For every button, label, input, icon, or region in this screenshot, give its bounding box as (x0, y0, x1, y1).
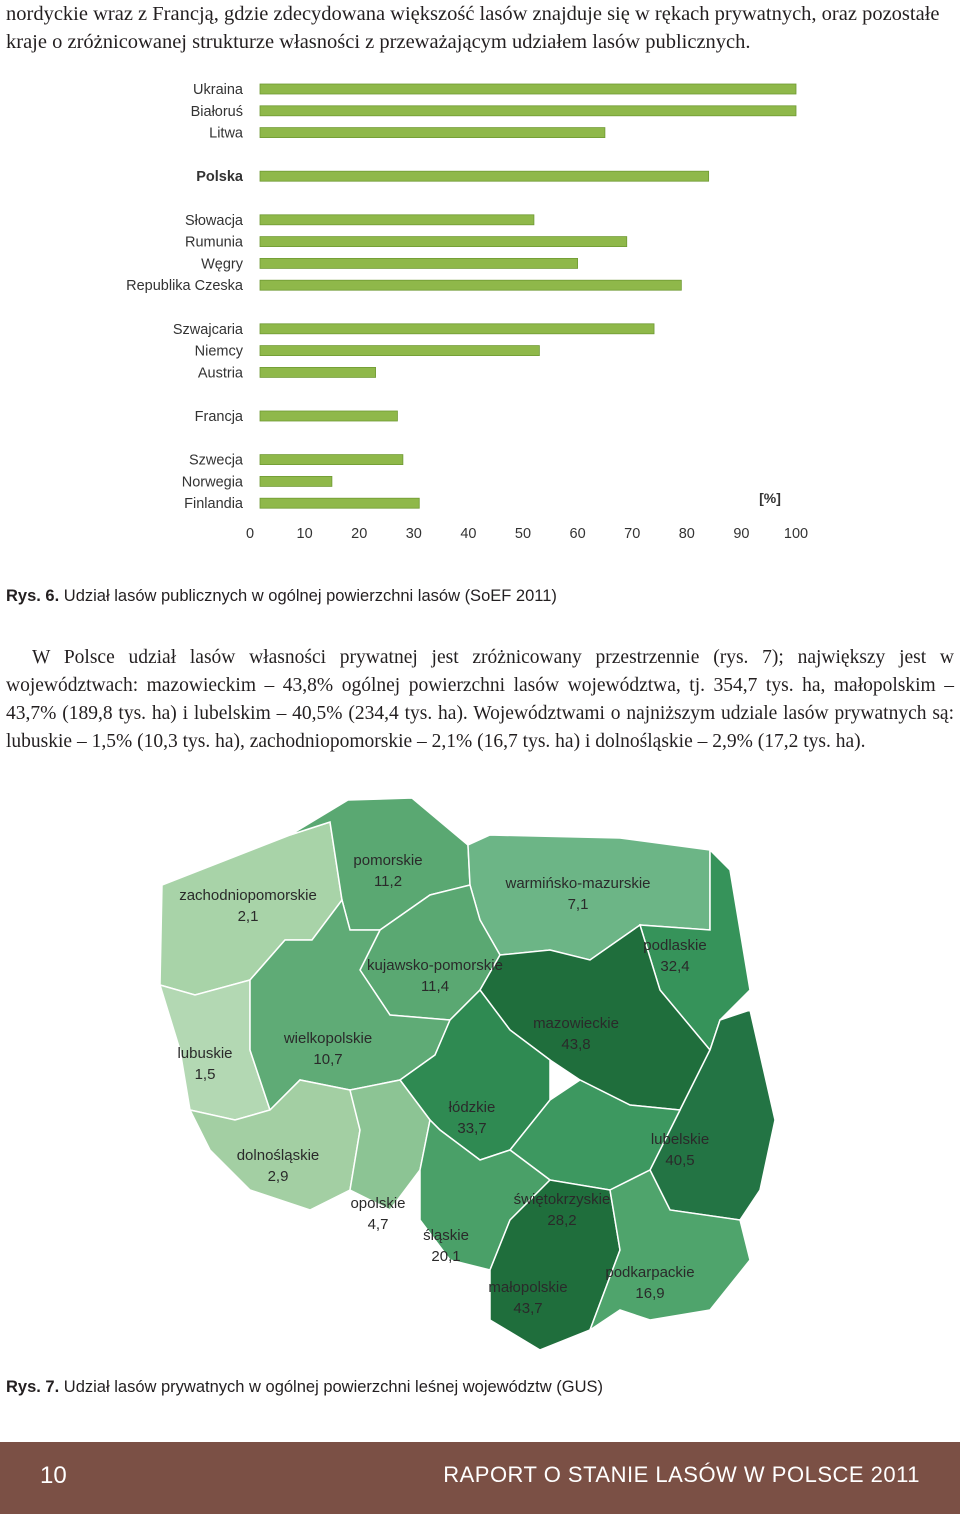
region-name-swietokrzyskie: świętokrzyskie (513, 1191, 611, 1208)
bar-republika-czeska (260, 280, 681, 290)
category-label-finlandia: Finlandia (184, 496, 243, 513)
region-name-podkarpackie: podkarpackie (605, 1264, 695, 1281)
figure-7-text: Udział lasów prywatnych w ogólnej powierzchni leśnej województw (GUS) (59, 1378, 604, 1396)
bar-niemcy (260, 346, 539, 356)
region-value-swietokrzyskie: 28,2 (547, 1212, 577, 1229)
x-tick-label: 10 (296, 526, 313, 542)
x-tick-label: 30 (405, 526, 422, 542)
figure-7-label: Rys. 7. (6, 1378, 60, 1396)
bar-polska (260, 171, 709, 181)
region-value-podlaskie: 32,4 (660, 958, 690, 975)
region-name-pomorskie: pomorskie (353, 852, 423, 869)
figure-7-caption (6, 1378, 603, 1397)
figure-6-label: Rys. 6. (6, 587, 60, 605)
region-name-slaskie: śląskie (423, 1227, 469, 1244)
region-name-malopolskie: małopolskie (488, 1279, 568, 1296)
figure-6-text: Udział lasów publicznych w ogólnej powierzchni lasów (SoEF 2011) (59, 587, 557, 605)
x-tick-label: 90 (733, 526, 750, 542)
intro-text: nordyckie wraz z Francją, gdzie zdecydowana większość lasów znajduje się w rękach prywatnych, oraz pozostałe kraje o zróżnicowanej strukturze własności z przeważającym udziałem lasów publicznych. (6, 3, 940, 53)
category-label-slowacja: Słowacja (184, 212, 243, 229)
x-tick-label: 80 (678, 526, 695, 542)
bar-slowacja (260, 215, 534, 225)
category-label-szwecja: Szwecja (189, 452, 243, 469)
x-tick-label: 100 (783, 526, 809, 542)
category-label-norwegia: Norwegia (181, 474, 243, 491)
bar-szwecja (260, 455, 403, 465)
category-label-rumunia: Rumunia (184, 234, 243, 251)
x-tick-label: 70 (624, 526, 641, 542)
region-name-warminsko-mazurskie: warmińsko-mazurskie (505, 875, 651, 892)
bar-francja (260, 411, 397, 421)
bar-bialorus (260, 106, 796, 116)
x-tick-label: 60 (569, 526, 586, 542)
region-value-wielkopolskie: 10,7 (313, 1051, 343, 1068)
bar-litwa (260, 128, 605, 138)
bar-finlandia (260, 498, 419, 508)
region-name-lubuskie: lubuskie (177, 1045, 233, 1062)
region-value-opolskie: 4,7 (367, 1216, 389, 1233)
category-label-francja: Francja (194, 409, 243, 425)
intro-paragraph (6, 0, 954, 56)
region-value-zachodniopomorskie: 2,1 (237, 908, 259, 925)
page-footer (0, 1442, 960, 1514)
region-value-warminsko-mazurskie: 7,1 (567, 896, 589, 913)
region-value-dolnoslaskie: 2,9 (267, 1168, 289, 1185)
x-tick-label: 40 (460, 526, 477, 542)
region-value-lodzkie: 33,7 (457, 1120, 487, 1137)
region-value-lubelskie: 40,5 (665, 1152, 695, 1169)
region-name-lodzkie: łódzkie (448, 1099, 496, 1116)
region-name-opolskie: opolskie (350, 1195, 406, 1212)
category-label-szwajcaria: Szwajcaria (172, 321, 243, 338)
category-label-republika-czeska: Republika Czeska (126, 278, 243, 295)
report-title: RAPORT O STANIE LASÓW W POLSCE 2011 (443, 1462, 920, 1487)
body-text: W Polsce udział lasów własności prywatnej jest zróżnicowany przestrzennie (rys. 7); największy jest w województwach: mazowieckim – 43,8% ogólnej powierzchni lasów województwa, tj. 354,7 tys. ha, małopolskim – 43,7% (189,8 tys. ha) i lubelskim – 40,5% (234,4 tys. ha). Województwami o najniższym udziale lasów prywatnych są: lubuskie – 1,5% (10,3 tys. ha), zachodniopomorskie – 2,1% (16,7 tys. ha) i dolnośląskie – 2,9% (17,2 tys. ha). (6, 647, 954, 752)
category-label-polska: Polska (196, 169, 243, 186)
x-tick-label: 50 (514, 526, 532, 542)
region-name-zachodniopomorskie: zachodniopomorskie (179, 887, 317, 904)
bar-szwajcaria (260, 324, 654, 334)
category-label-austria: Austria (197, 365, 243, 382)
region-name-dolnoslaskie: dolnośląskie (236, 1147, 320, 1164)
category-label-bialorus: Białoruś (190, 103, 243, 120)
x-tick-label: 0 (245, 526, 255, 542)
category-label-wegry: Węgry (201, 256, 243, 273)
x-tick-label: 20 (351, 526, 368, 542)
page-number: 10 (40, 1462, 67, 1489)
region-value-malopolskie: 43,7 (513, 1300, 543, 1317)
region-value-kujawsko-pomorskie: 11,4 (420, 978, 450, 995)
region-value-pomorskie: 11,2 (373, 873, 403, 890)
public-forest-share-bar-chart (0, 70, 960, 550)
bar-norwegia (260, 476, 332, 486)
bar-rumunia (260, 237, 627, 247)
region-value-lubuskie: 1,5 (194, 1066, 216, 1083)
region-name-mazowieckie: mazowieckie (533, 1015, 619, 1032)
region-value-podkarpackie: 16,9 (635, 1285, 665, 1302)
category-label-niemcy: Niemcy (194, 343, 243, 360)
region-name-lubelskie: lubelskie (650, 1131, 710, 1148)
region-name-kujawsko-pomorskie: kujawsko-pomorskie (367, 957, 503, 974)
poland-voivodeship-map (150, 790, 780, 1370)
bar-ukraina (260, 84, 796, 94)
region-name-wielkopolskie: wielkopolskie (283, 1030, 373, 1047)
bar-wegry (260, 258, 578, 268)
category-label-litwa: Litwa (209, 125, 243, 142)
region-name-podlaskie: podlaskie (643, 937, 707, 954)
unit-label: [%] (759, 490, 781, 506)
region-value-mazowieckie: 43,8 (561, 1036, 591, 1053)
body-paragraph (6, 644, 954, 756)
category-label-ukraina: Ukraina (193, 82, 243, 98)
bar-austria (260, 367, 376, 377)
region-value-slaskie: 20,1 (431, 1248, 461, 1265)
figure-6-caption (6, 587, 557, 606)
